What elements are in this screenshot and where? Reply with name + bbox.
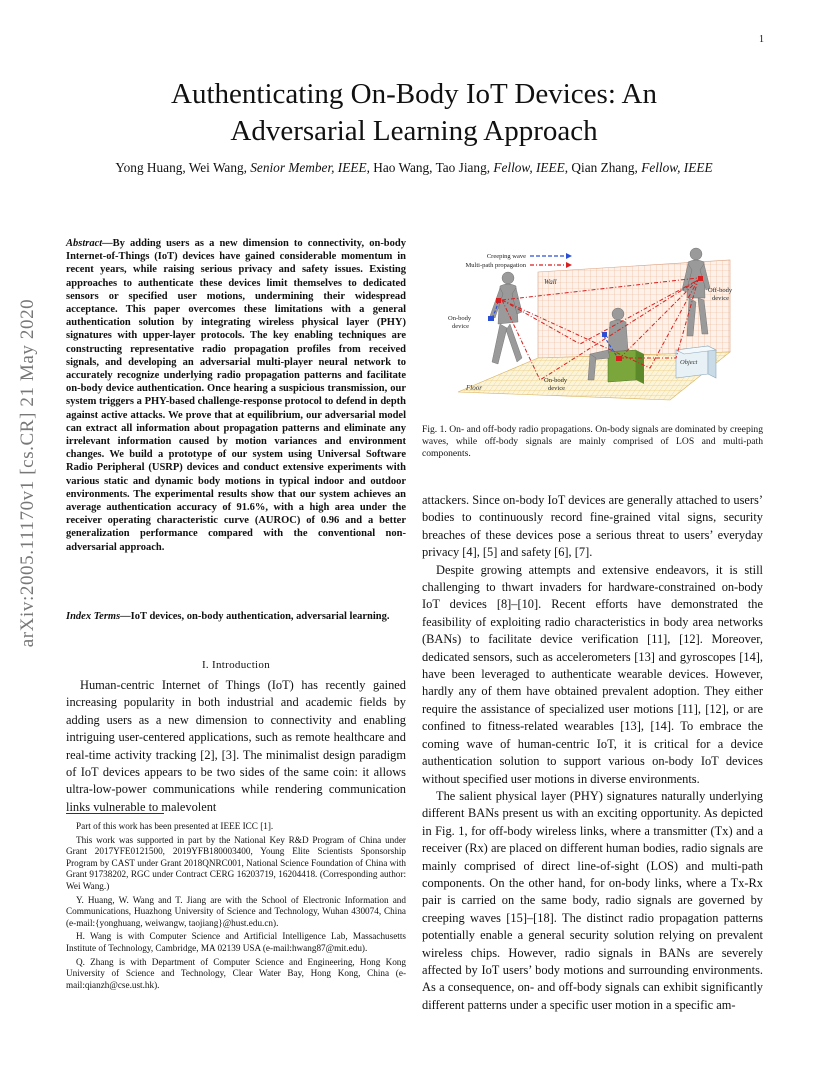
figure-illustration	[440, 240, 766, 410]
legend-multipath-label: Multi-path propagation	[465, 262, 526, 269]
onbody-device-label-left: On-body device	[448, 315, 472, 330]
footnote: H. Wang is with Computer Science and Artificial Intelligence Lab, Massachusetts Institute of Technology, Cambridge, MA 02139 USA (e-mail:hwang87@mit.edu).	[66, 931, 406, 953]
author-names: , Hao Wang, Tao Jiang,	[366, 160, 494, 175]
abstract-label: Abstract	[66, 238, 103, 249]
abstract-text: —By adding users as a new dimension to connectivity, on-body Internet-of-Things (IoT) devices have gained considerable momentum in recent years, while raising serious privacy and safety issues. Existing approaches to authenticate these devices limit themselves to dedicated sensors or specified user motions, undermining their widespread acceptance. This paper overcomes these limitations with a general authentication solution by integrating wireless physical layer (PHY) signatures with upper-layer protocols. The key enabling techniques are constructing representative radio propagation profiles from received signals, and developing an adversarial multi-player neural network to accurately recognize underlying radio propagation patterns and facilitate on-body device authentication. Once hearing a suspicious transmission, our system triggers a PHY-based challenge-response protocol to defend in depth against active attacks. We prove that at equilibrium, our adversarial model can extract all information about propagation patterns and eliminate any irrelevant information caused by motion variances and environment changes. We build a prototype of our system using Universal Software Radio Peripheral (USRP) devices and conduct extensive experiments with various static and dynamic body motions in typical indoor and outdoor environments. The experimental results show that our system achieves an average authentication accuracy of 91.6%, with a high area under the receiver operating characteristic curve (AUROC) of 0.96 and a better generalization performance compared with the conventional non-adversarial approach.	[66, 238, 406, 553]
author-role: Fellow, IEEE	[641, 160, 713, 175]
page-number: 1	[759, 34, 764, 45]
index-terms-text: —IoT devices, on-body authentication, adversarial learning.	[120, 611, 390, 622]
footnote: Q. Zhang is with Department of Computer Science and Engineering, Hong Kong University of Science and Technology, Clear Water Bay, Hong Kong, China (e-mail:qianzh@cse.ust.hk).	[66, 956, 406, 990]
paragraph: attackers. Since on-body IoT devices are generally attached to users’ bodies to continuously record fine-grained vital signs, security breaches of these devices pose a serious threat to users’ everyday privacy [4], [5] and safety [6], [7].	[422, 493, 763, 560]
index-terms-label: Index Terms	[66, 611, 121, 622]
object-label: Object	[680, 359, 698, 366]
author-role: Fellow, IEEE	[493, 160, 565, 175]
onbody-device-label-seated: On-body device	[544, 377, 568, 392]
figure-legend	[466, 253, 572, 269]
floor-label: Floor	[466, 384, 482, 392]
author-names: Yong Huang, Wei Wang,	[115, 160, 251, 175]
paragraph: Despite growing attempts and extensive endeavors, it is still challenging to thwart invaders for hardware-constrained on-body IoT devices [8]–[10]. Recent efforts have demonstrated the feasibility of exploiting radio characteristics in body area networks (BANs) to facilitate device verification [11], [12]. Moreover, dedicated sensors, such as accelerometers [13] and gyroscopes [14], have been leveraged to authenticate wearable devices. However, hardly any of them have obtained prevalent adoption. They either require the assistance of specialized user motions [11], [12], or are confined to fitness-related wearables [13], [14]. To embrace the coming wave of human-centric IoT, it is critical for a device authentication solution to support various on-body IoT devices without specified user motions in diverse environments.	[422, 562, 763, 786]
author-role: Senior Member, IEEE	[250, 160, 367, 175]
intro-text	[66, 677, 406, 816]
title-line-2: Adversarial Learning Approach	[230, 115, 598, 147]
paper-title	[0, 76, 828, 150]
author-names: , Qian Zhang,	[564, 160, 642, 175]
object-box	[676, 346, 716, 378]
arxiv-stamp: arXiv:2005.11170v1 [cs.CR] 21 May 2020	[17, 298, 38, 648]
intro-paragraph: Human-centric Internet of Things (IoT) has recently gained increasing popularity in both industrial and academic fields by adding users as a new dimension to connectivity and enabling intriguing user-centered applications, such as remote healthcare and real-time activity tracking [2], [3]. The minimalist design paradigm of IoT devices appears to be two sides of the same coin: it allows ultra-low-power communications while rendering communication links vulnerable to malevolent	[66, 678, 406, 814]
right-column-text	[422, 492, 763, 1014]
walking-person	[488, 272, 522, 364]
offbody-device-label: Off-body device	[708, 287, 733, 302]
abstract	[66, 237, 406, 554]
wall-label: Wall	[544, 278, 557, 286]
footnotes	[66, 821, 406, 993]
footnote: Y. Huang, W. Wang and T. Jiang are with the School of Electronic Information and Communications, Huazhong University of Science and Technology, Wuhan 430074, China (e-mail:{yonghuang, weiwangw, taojiang}@hust.edu.cn).	[66, 894, 406, 928]
figure-1	[440, 240, 766, 410]
index-terms	[66, 610, 406, 623]
author-list	[0, 160, 828, 176]
section-heading: I. Introduction	[201, 659, 271, 671]
title-line-1: Authenticating On-Body IoT Devices: An	[171, 78, 657, 110]
legend-creeping-label: Creeping wave	[486, 253, 526, 260]
footnote-rule	[66, 813, 164, 814]
figure-caption: Fig. 1. On- and off-body radio propagations. On-body signals are dominated by creeping waves, while off-body signals are mainly comprised of LOS and multi-path components.	[422, 424, 763, 459]
paragraph: The salient physical layer (PHY) signatures naturally underlying different BANs present us with an exciting opportunity. As depicted in Fig. 1, for off-body wireless links, where a transmitter (Tx) and a receiver (Rx) are placed on different human bodies, radio signals are mainly comprised of direct line-of-sight (LOS) and multi-path components. On the other hand, for on-body links, where a Tx-Rx pair is carried on the same body, radio signals are governed by creeping waves [15]–[18]. The distinct radio propagation patterns potentially enable a general security solution relying on prevalent wireless chips. However, radio signals in BANs are severely affected by IoT users’ body motions and surrounding environments. As a consequence, on- and off-body signals can exhibit significantly different patterns under a specific user motion in a specific am-	[422, 788, 763, 1012]
footnote: Part of this work has been presented at IEEE ICC [1].	[76, 821, 274, 831]
footnote: This work was supported in part by the National Key R&D Program of China under Grant 2017YFE0121500, 2019YFB180003400, Young Elite Scientists Sponsorship Program by CAST under Grant 2018QNRC001, National Science Foundation of China with Grant 91738202, RGC under Contract CERG 16203719, 16204418. (Corresponding author: Wei Wang.)	[66, 834, 406, 891]
chair	[608, 350, 644, 384]
